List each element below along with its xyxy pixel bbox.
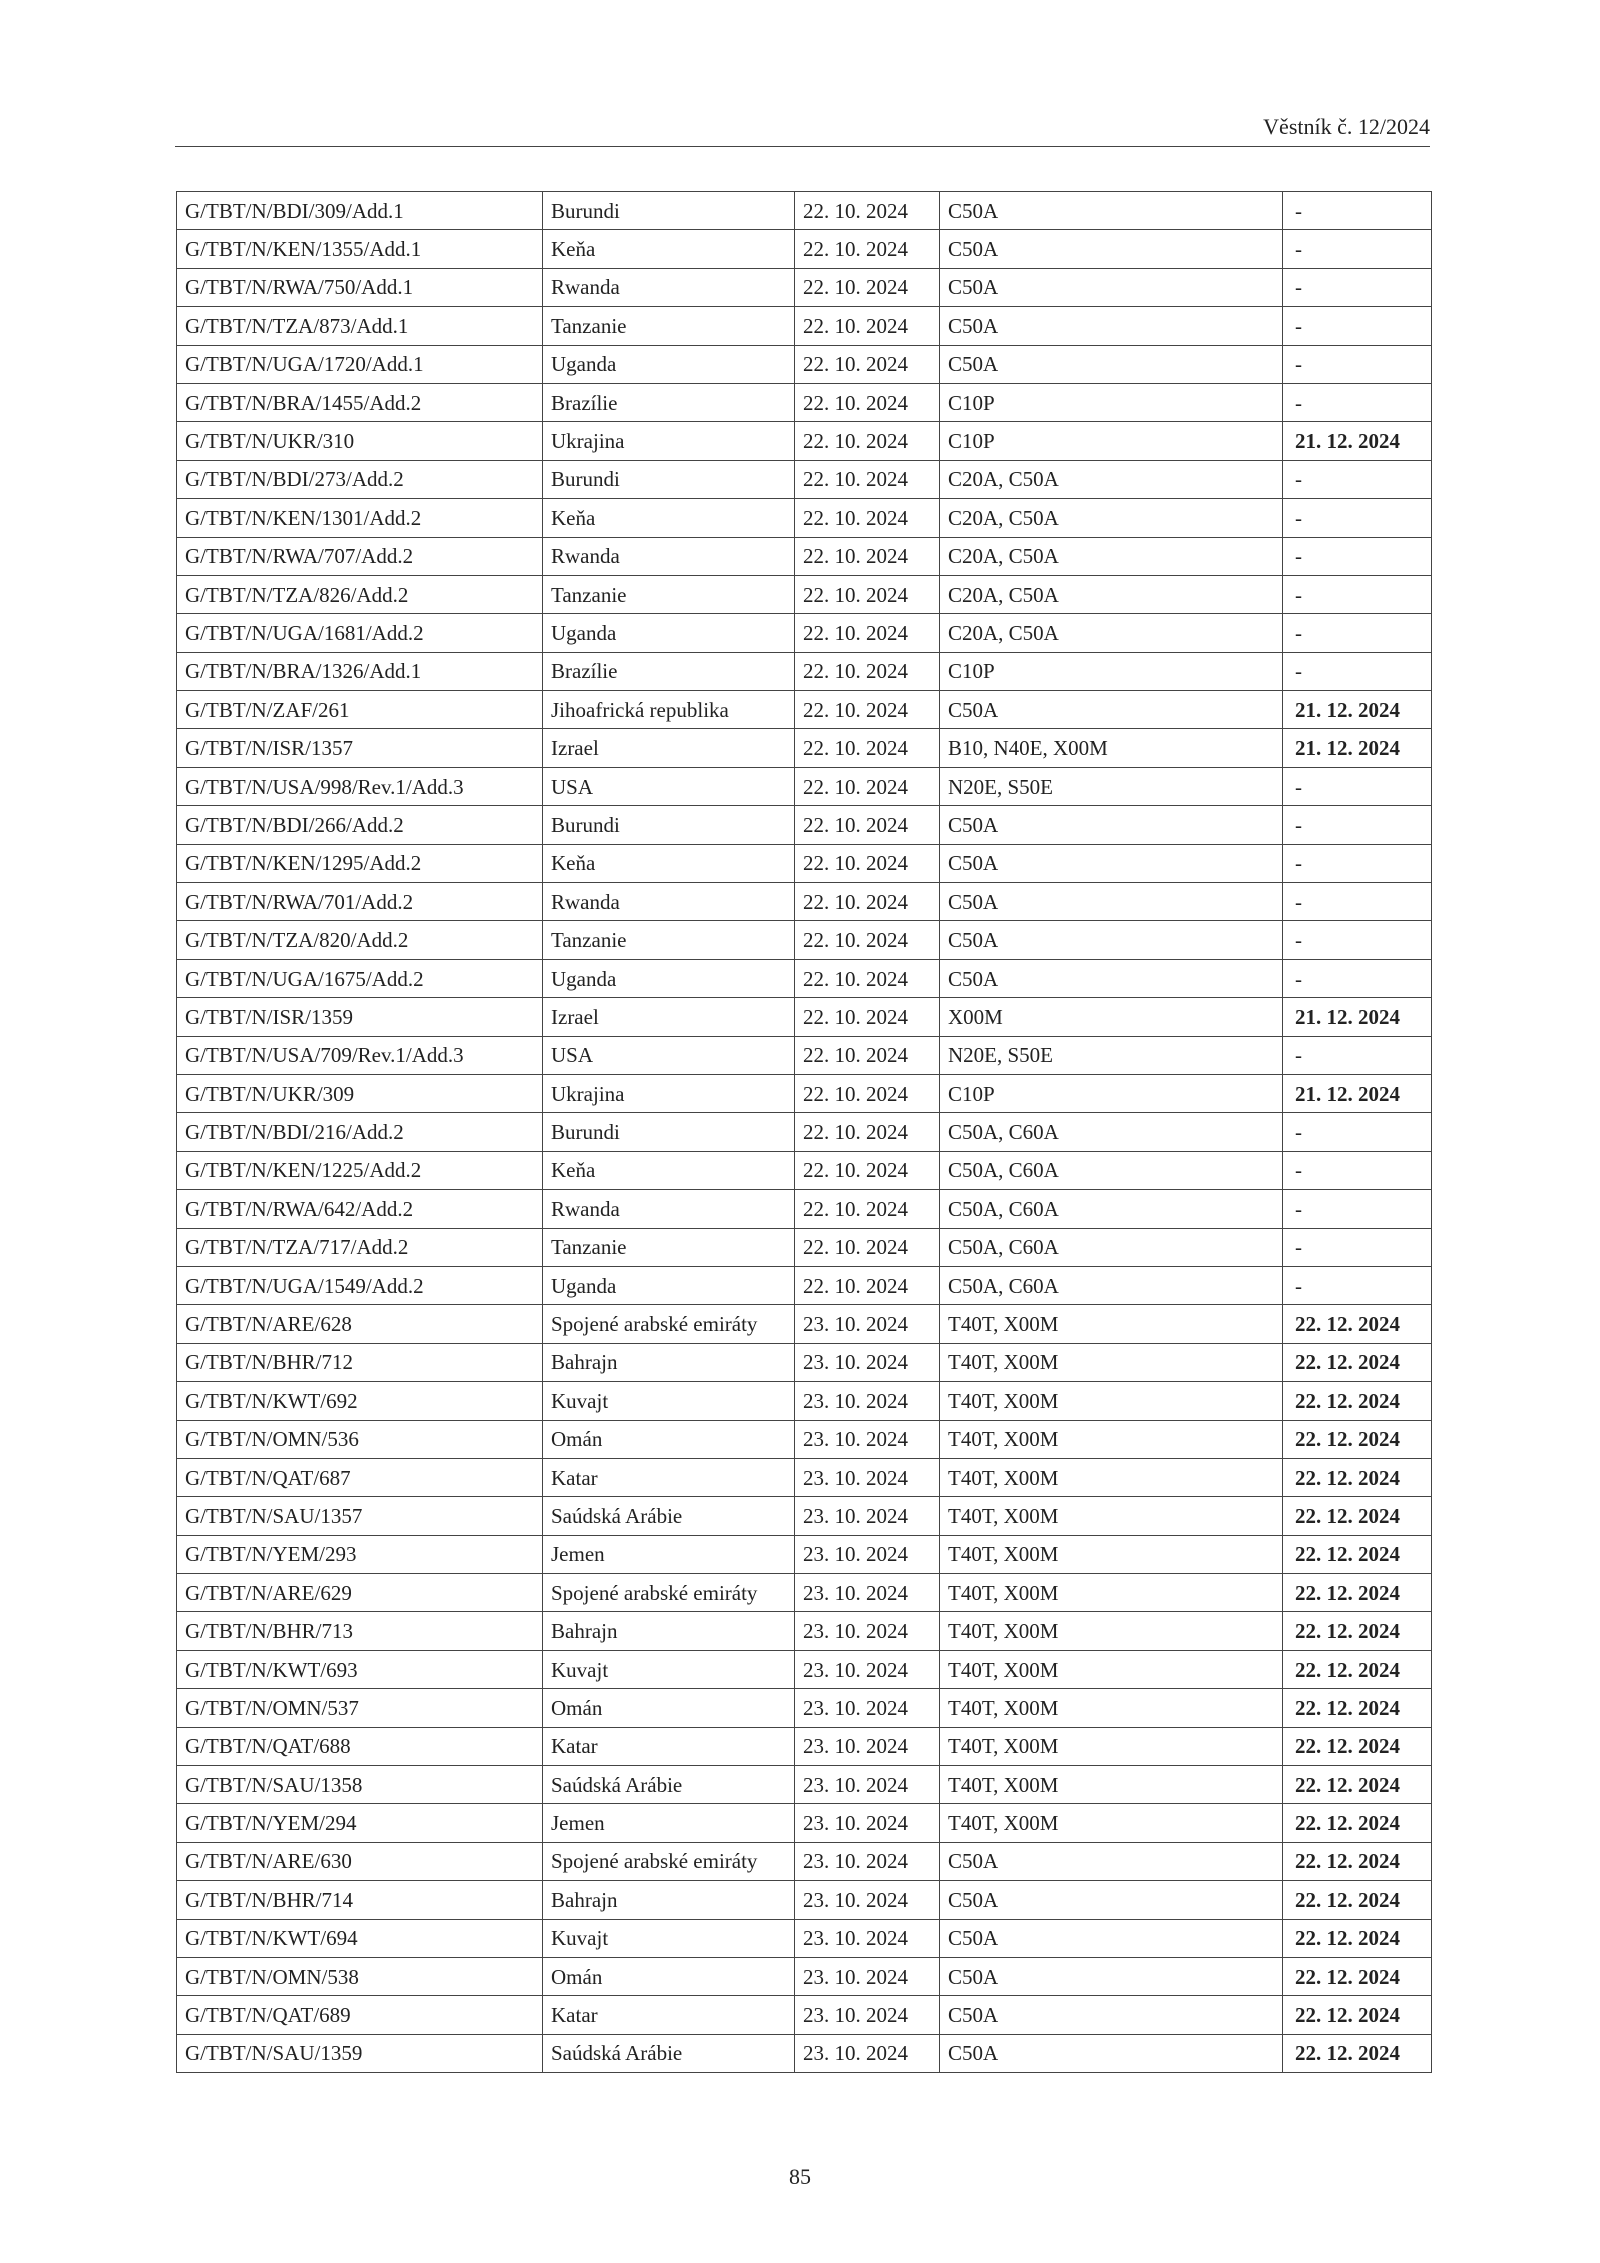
deadline-cell: 22. 12. 2024 [1283,1574,1432,1612]
ics-code-cell: N20E, S50E [940,767,1283,805]
ics-code-cell: T40T, X00M [940,1804,1283,1842]
table-row [177,1497,1432,1535]
deadline-cell: - [1283,1036,1432,1074]
notification-symbol-cell: G/TBT/N/SAU/1357 [177,1497,543,1535]
date-cell: 23. 10. 2024 [795,1689,940,1727]
table-row [177,1420,1432,1458]
notification-symbol-cell: G/TBT/N/UKR/309 [177,1074,543,1112]
notification-symbol-cell: G/TBT/N/BDI/309/Add.1 [177,192,543,230]
date-cell: 22. 10. 2024 [795,460,940,498]
deadline-cell: - [1283,1151,1432,1189]
country-cell: Uganda [543,345,795,383]
ics-code-cell: T40T, X00M [940,1497,1283,1535]
deadline-cell: 22. 12. 2024 [1283,1996,1432,2034]
country-cell: Rwanda [543,883,795,921]
country-cell: Tanzanie [543,575,795,613]
ics-code-cell: C10P [940,383,1283,421]
deadline-cell: - [1283,921,1432,959]
notification-symbol-cell: G/TBT/N/KEN/1301/Add.2 [177,499,543,537]
date-cell: 23. 10. 2024 [795,1727,940,1765]
ics-code-cell: C50A [940,2034,1283,2072]
date-cell: 23. 10. 2024 [795,1420,940,1458]
table-row [177,307,1432,345]
notification-symbol-cell: G/TBT/N/BDI/266/Add.2 [177,806,543,844]
table-row [177,383,1432,421]
deadline-cell: 22. 12. 2024 [1283,2034,1432,2072]
deadline-cell: 22. 12. 2024 [1283,1957,1432,1995]
ics-code-cell: C50A [940,1919,1283,1957]
table-row [177,1881,1432,1919]
notification-symbol-cell: G/TBT/N/BHR/713 [177,1612,543,1650]
country-cell: Kuvajt [543,1919,795,1957]
table-row [177,192,1432,230]
ics-code-cell: C50A [940,1996,1283,2034]
date-cell: 23. 10. 2024 [795,1919,940,1957]
ics-code-cell: C50A [940,1881,1283,1919]
date-cell: 22. 10. 2024 [795,806,940,844]
ics-code-cell: C50A [940,921,1283,959]
ics-code-cell: C10P [940,652,1283,690]
country-cell: Saúdská Arábie [543,1766,795,1804]
table-row [177,2034,1432,2072]
table-row [177,806,1432,844]
table-row [177,1382,1432,1420]
notification-symbol-cell: G/TBT/N/BDI/216/Add.2 [177,1113,543,1151]
date-cell: 22. 10. 2024 [795,383,940,421]
ics-code-cell: T40T, X00M [940,1535,1283,1573]
country-cell: USA [543,1036,795,1074]
date-cell: 22. 10. 2024 [795,1151,940,1189]
table-row [177,729,1432,767]
deadline-cell: - [1283,460,1432,498]
notification-symbol-cell: G/TBT/N/UKR/310 [177,422,543,460]
table-row [177,1650,1432,1688]
ics-code-cell: C20A, C50A [940,614,1283,652]
country-cell: Tanzanie [543,307,795,345]
ics-code-cell: T40T, X00M [940,1420,1283,1458]
deadline-cell: - [1283,767,1432,805]
ics-code-cell: C20A, C50A [940,460,1283,498]
country-cell: Keňa [543,499,795,537]
date-cell: 22. 10. 2024 [795,422,940,460]
deadline-cell: - [1283,307,1432,345]
table-row [177,1074,1432,1112]
date-cell: 22. 10. 2024 [795,1266,940,1304]
ics-code-cell: T40T, X00M [940,1574,1283,1612]
country-cell: Katar [543,1458,795,1496]
ics-code-cell: C50A, C60A [940,1151,1283,1189]
country-cell: Burundi [543,806,795,844]
deadline-cell: 22. 12. 2024 [1283,1727,1432,1765]
country-cell: Burundi [543,192,795,230]
ics-code-cell: C20A, C50A [940,537,1283,575]
notification-symbol-cell: G/TBT/N/SAU/1358 [177,1766,543,1804]
notification-symbol-cell: G/TBT/N/KWT/693 [177,1650,543,1688]
country-cell: Rwanda [543,537,795,575]
ics-code-cell: T40T, X00M [940,1343,1283,1381]
table-row [177,844,1432,882]
table-row [177,1612,1432,1650]
country-cell: Omán [543,1689,795,1727]
notification-symbol-cell: G/TBT/N/ISR/1359 [177,998,543,1036]
ics-code-cell: C50A [940,844,1283,882]
ics-code-cell: C50A [940,959,1283,997]
notification-symbol-cell: G/TBT/N/BHR/712 [177,1343,543,1381]
country-cell: Uganda [543,959,795,997]
table-row [177,1036,1432,1074]
date-cell: 23. 10. 2024 [795,1458,940,1496]
page-number: 85 [789,2164,811,2189]
table-row [177,1804,1432,1842]
date-cell: 22. 10. 2024 [795,767,940,805]
table-row [177,230,1432,268]
deadline-cell: 22. 12. 2024 [1283,1804,1432,1842]
deadline-cell: - [1283,192,1432,230]
deadline-cell: - [1283,1190,1432,1228]
ics-code-cell: N20E, S50E [940,1036,1283,1074]
table-row [177,1113,1432,1151]
deadline-cell: - [1283,1266,1432,1304]
table-row [177,767,1432,805]
notification-symbol-cell: G/TBT/N/TZA/820/Add.2 [177,921,543,959]
ics-code-cell: T40T, X00M [940,1458,1283,1496]
ics-code-cell: C50A [940,345,1283,383]
notification-symbol-cell: G/TBT/N/QAT/689 [177,1996,543,2034]
country-cell: Keňa [543,230,795,268]
notification-symbol-cell: G/TBT/N/ARE/630 [177,1842,543,1880]
deadline-cell: - [1283,268,1432,306]
date-cell: 22. 10. 2024 [795,1228,940,1266]
deadline-cell: 22. 12. 2024 [1283,1343,1432,1381]
table-row [177,1228,1432,1266]
date-cell: 22. 10. 2024 [795,729,940,767]
ics-code-cell: C50A [940,307,1283,345]
country-cell: Omán [543,1420,795,1458]
date-cell: 22. 10. 2024 [795,230,940,268]
deadline-cell: - [1283,575,1432,613]
ics-code-cell: C50A, C60A [940,1228,1283,1266]
country-cell: Jihoafrická republika [543,691,795,729]
ics-code-cell: C50A [940,268,1283,306]
notification-symbol-cell: G/TBT/N/BRA/1326/Add.1 [177,652,543,690]
deadline-cell: 22. 12. 2024 [1283,1919,1432,1957]
table-row [177,614,1432,652]
deadline-cell: 21. 12. 2024 [1283,691,1432,729]
table-row [177,499,1432,537]
date-cell: 23. 10. 2024 [795,1574,940,1612]
country-cell: Spojené arabské emiráty [543,1305,795,1343]
deadline-cell: 22. 12. 2024 [1283,1842,1432,1880]
notification-symbol-cell: G/TBT/N/RWA/701/Add.2 [177,883,543,921]
ics-code-cell: C50A [940,806,1283,844]
country-cell: Katar [543,1727,795,1765]
country-cell: Bahrajn [543,1343,795,1381]
deadline-cell: - [1283,345,1432,383]
notification-symbol-cell: G/TBT/N/ARE/629 [177,1574,543,1612]
table-body [177,192,1432,2073]
country-cell: Brazílie [543,383,795,421]
country-cell: Spojené arabské emiráty [543,1574,795,1612]
deadline-cell: 22. 12. 2024 [1283,1650,1432,1688]
date-cell: 23. 10. 2024 [795,1650,940,1688]
notification-symbol-cell: G/TBT/N/SAU/1359 [177,2034,543,2072]
table-row [177,422,1432,460]
country-cell: Uganda [543,614,795,652]
notification-symbol-cell: G/TBT/N/OMN/538 [177,1957,543,1995]
country-cell: Spojené arabské emiráty [543,1842,795,1880]
date-cell: 22. 10. 2024 [795,192,940,230]
date-cell: 22. 10. 2024 [795,652,940,690]
deadline-cell: 22. 12. 2024 [1283,1305,1432,1343]
date-cell: 23. 10. 2024 [795,1497,940,1535]
country-cell: Tanzanie [543,1228,795,1266]
date-cell: 22. 10. 2024 [795,921,940,959]
country-cell: Rwanda [543,1190,795,1228]
date-cell: 23. 10. 2024 [795,1766,940,1804]
date-cell: 23. 10. 2024 [795,1957,940,1995]
notification-symbol-cell: G/TBT/N/ZAF/261 [177,691,543,729]
table-row [177,1574,1432,1612]
country-cell: Burundi [543,1113,795,1151]
deadline-cell: - [1283,883,1432,921]
notification-symbol-cell: G/TBT/N/KEN/1225/Add.2 [177,1151,543,1189]
date-cell: 23. 10. 2024 [795,2034,940,2072]
table-row [177,1458,1432,1496]
date-cell: 22. 10. 2024 [795,1190,940,1228]
deadline-cell: - [1283,537,1432,575]
notification-symbol-cell: G/TBT/N/RWA/750/Add.1 [177,268,543,306]
ics-code-cell: C20A, C50A [940,575,1283,613]
date-cell: 23. 10. 2024 [795,1382,940,1420]
date-cell: 23. 10. 2024 [795,1996,940,2034]
notification-symbol-cell: G/TBT/N/UGA/1681/Add.2 [177,614,543,652]
date-cell: 22. 10. 2024 [795,499,940,537]
country-cell: Rwanda [543,268,795,306]
date-cell: 23. 10. 2024 [795,1842,940,1880]
deadline-cell: 21. 12. 2024 [1283,729,1432,767]
notification-symbol-cell: G/TBT/N/UGA/1549/Add.2 [177,1266,543,1304]
table-row [177,575,1432,613]
ics-code-cell: C50A, C60A [940,1113,1283,1151]
deadline-cell: - [1283,959,1432,997]
table-row [177,883,1432,921]
date-cell: 23. 10. 2024 [795,1343,940,1381]
table-row [177,1689,1432,1727]
notification-symbol-cell: G/TBT/N/TZA/717/Add.2 [177,1228,543,1266]
notification-symbol-cell: G/TBT/N/YEM/294 [177,1804,543,1842]
table-row [177,959,1432,997]
country-cell: Ukrajina [543,422,795,460]
notification-symbol-cell: G/TBT/N/QAT/688 [177,1727,543,1765]
country-cell: Saúdská Arábie [543,2034,795,2072]
ics-code-cell: C20A, C50A [940,499,1283,537]
notification-symbol-cell: G/TBT/N/ISR/1357 [177,729,543,767]
date-cell: 23. 10. 2024 [795,1305,940,1343]
notification-symbol-cell: G/TBT/N/RWA/642/Add.2 [177,1190,543,1228]
date-cell: 22. 10. 2024 [795,345,940,383]
country-cell: Bahrajn [543,1881,795,1919]
country-cell: Keňa [543,844,795,882]
notification-symbol-cell: G/TBT/N/KWT/692 [177,1382,543,1420]
table-row [177,1919,1432,1957]
notification-symbol-cell: G/TBT/N/TZA/873/Add.1 [177,307,543,345]
ics-code-cell: C50A, C60A [940,1190,1283,1228]
country-cell: Jemen [543,1535,795,1573]
date-cell: 23. 10. 2024 [795,1612,940,1650]
notification-symbol-cell: G/TBT/N/QAT/687 [177,1458,543,1496]
notification-symbol-cell: G/TBT/N/UGA/1675/Add.2 [177,959,543,997]
notification-symbol-cell: G/TBT/N/TZA/826/Add.2 [177,575,543,613]
deadline-cell: - [1283,1228,1432,1266]
notification-symbol-cell: G/TBT/N/RWA/707/Add.2 [177,537,543,575]
ics-code-cell: T40T, X00M [940,1727,1283,1765]
date-cell: 22. 10. 2024 [795,537,940,575]
country-cell: Brazílie [543,652,795,690]
notification-symbol-cell: G/TBT/N/KWT/694 [177,1919,543,1957]
deadline-cell: 22. 12. 2024 [1283,1497,1432,1535]
table-row [177,691,1432,729]
deadline-cell: - [1283,1113,1432,1151]
date-cell: 22. 10. 2024 [795,1113,940,1151]
deadline-cell: - [1283,499,1432,537]
table-row [177,1343,1432,1381]
table-row [177,460,1432,498]
ics-code-cell: T40T, X00M [940,1650,1283,1688]
ics-code-cell: C10P [940,1074,1283,1112]
notification-symbol-cell: G/TBT/N/KEN/1295/Add.2 [177,844,543,882]
deadline-cell: 22. 12. 2024 [1283,1420,1432,1458]
country-cell: Saúdská Arábie [543,1497,795,1535]
ics-code-cell: C50A, C60A [940,1266,1283,1304]
table-row [177,1842,1432,1880]
deadline-cell: 21. 12. 2024 [1283,998,1432,1036]
notification-symbol-cell: G/TBT/N/YEM/293 [177,1535,543,1573]
table-row [177,1266,1432,1304]
table-row [177,652,1432,690]
table-row [177,537,1432,575]
deadline-cell: - [1283,806,1432,844]
deadline-cell: 22. 12. 2024 [1283,1766,1432,1804]
deadline-cell: - [1283,652,1432,690]
table-row [177,921,1432,959]
table-row [177,1151,1432,1189]
deadline-cell: - [1283,844,1432,882]
deadline-cell: 21. 12. 2024 [1283,422,1432,460]
deadline-cell: 22. 12. 2024 [1283,1881,1432,1919]
country-cell: Izrael [543,998,795,1036]
table-row [177,1996,1432,2034]
journal-title: Věstník č. 12/2024 [1263,114,1430,139]
ics-code-cell: C50A [940,883,1283,921]
table-row [177,268,1432,306]
notification-symbol-cell: G/TBT/N/BHR/714 [177,1881,543,1919]
date-cell: 22. 10. 2024 [795,268,940,306]
page-header [175,112,1430,147]
notification-symbol-cell: G/TBT/N/BRA/1455/Add.2 [177,383,543,421]
table-row [177,1190,1432,1228]
deadline-cell: - [1283,614,1432,652]
table-row [177,1727,1432,1765]
country-cell: Bahrajn [543,1612,795,1650]
table-row [177,1766,1432,1804]
ics-code-cell: T40T, X00M [940,1382,1283,1420]
ics-code-cell: C50A [940,230,1283,268]
date-cell: 22. 10. 2024 [795,1074,940,1112]
ics-code-cell: B10, N40E, X00M [940,729,1283,767]
country-cell: Jemen [543,1804,795,1842]
country-cell: Burundi [543,460,795,498]
deadline-cell: - [1283,383,1432,421]
deadline-cell: 21. 12. 2024 [1283,1074,1432,1112]
table-row [177,998,1432,1036]
ics-code-cell: T40T, X00M [940,1766,1283,1804]
ics-code-cell: C50A [940,691,1283,729]
deadline-cell: 22. 12. 2024 [1283,1382,1432,1420]
ics-code-cell: C50A [940,1842,1283,1880]
notification-symbol-cell: G/TBT/N/OMN/537 [177,1689,543,1727]
ics-code-cell: T40T, X00M [940,1612,1283,1650]
ics-code-cell: C50A [940,192,1283,230]
ics-code-cell: C50A [940,1957,1283,1995]
notification-symbol-cell: G/TBT/N/UGA/1720/Add.1 [177,345,543,383]
ics-code-cell: C10P [940,422,1283,460]
date-cell: 22. 10. 2024 [795,883,940,921]
country-cell: Ukrajina [543,1074,795,1112]
deadline-cell: 22. 12. 2024 [1283,1458,1432,1496]
date-cell: 22. 10. 2024 [795,614,940,652]
date-cell: 23. 10. 2024 [795,1535,940,1573]
country-cell: Omán [543,1957,795,1995]
date-cell: 22. 10. 2024 [795,959,940,997]
country-cell: Kuvajt [543,1650,795,1688]
table-row [177,1535,1432,1573]
country-cell: Keňa [543,1151,795,1189]
notification-symbol-cell: G/TBT/N/OMN/536 [177,1420,543,1458]
date-cell: 22. 10. 2024 [795,844,940,882]
country-cell: Kuvajt [543,1382,795,1420]
country-cell: Izrael [543,729,795,767]
notification-symbol-cell: G/TBT/N/ARE/628 [177,1305,543,1343]
country-cell: Tanzanie [543,921,795,959]
country-cell: Uganda [543,1266,795,1304]
date-cell: 22. 10. 2024 [795,1036,940,1074]
date-cell: 23. 10. 2024 [795,1804,940,1842]
ics-code-cell: T40T, X00M [940,1305,1283,1343]
table-row [177,1957,1432,1995]
notification-symbol-cell: G/TBT/N/USA/998/Rev.1/Add.3 [177,767,543,805]
ics-code-cell: T40T, X00M [940,1689,1283,1727]
deadline-cell: - [1283,230,1432,268]
date-cell: 22. 10. 2024 [795,998,940,1036]
deadline-cell: 22. 12. 2024 [1283,1535,1432,1573]
date-cell: 22. 10. 2024 [795,691,940,729]
notification-table [176,191,1432,2073]
country-cell: Katar [543,1996,795,2034]
table-row [177,345,1432,383]
notification-symbol-cell: G/TBT/N/BDI/273/Add.2 [177,460,543,498]
notification-symbol-cell: G/TBT/N/KEN/1355/Add.1 [177,230,543,268]
notification-symbol-cell: G/TBT/N/USA/709/Rev.1/Add.3 [177,1036,543,1074]
date-cell: 22. 10. 2024 [795,307,940,345]
date-cell: 23. 10. 2024 [795,1881,940,1919]
date-cell: 22. 10. 2024 [795,575,940,613]
country-cell: USA [543,767,795,805]
ics-code-cell: X00M [940,998,1283,1036]
deadline-cell: 22. 12. 2024 [1283,1689,1432,1727]
deadline-cell: 22. 12. 2024 [1283,1612,1432,1650]
table-row [177,1305,1432,1343]
